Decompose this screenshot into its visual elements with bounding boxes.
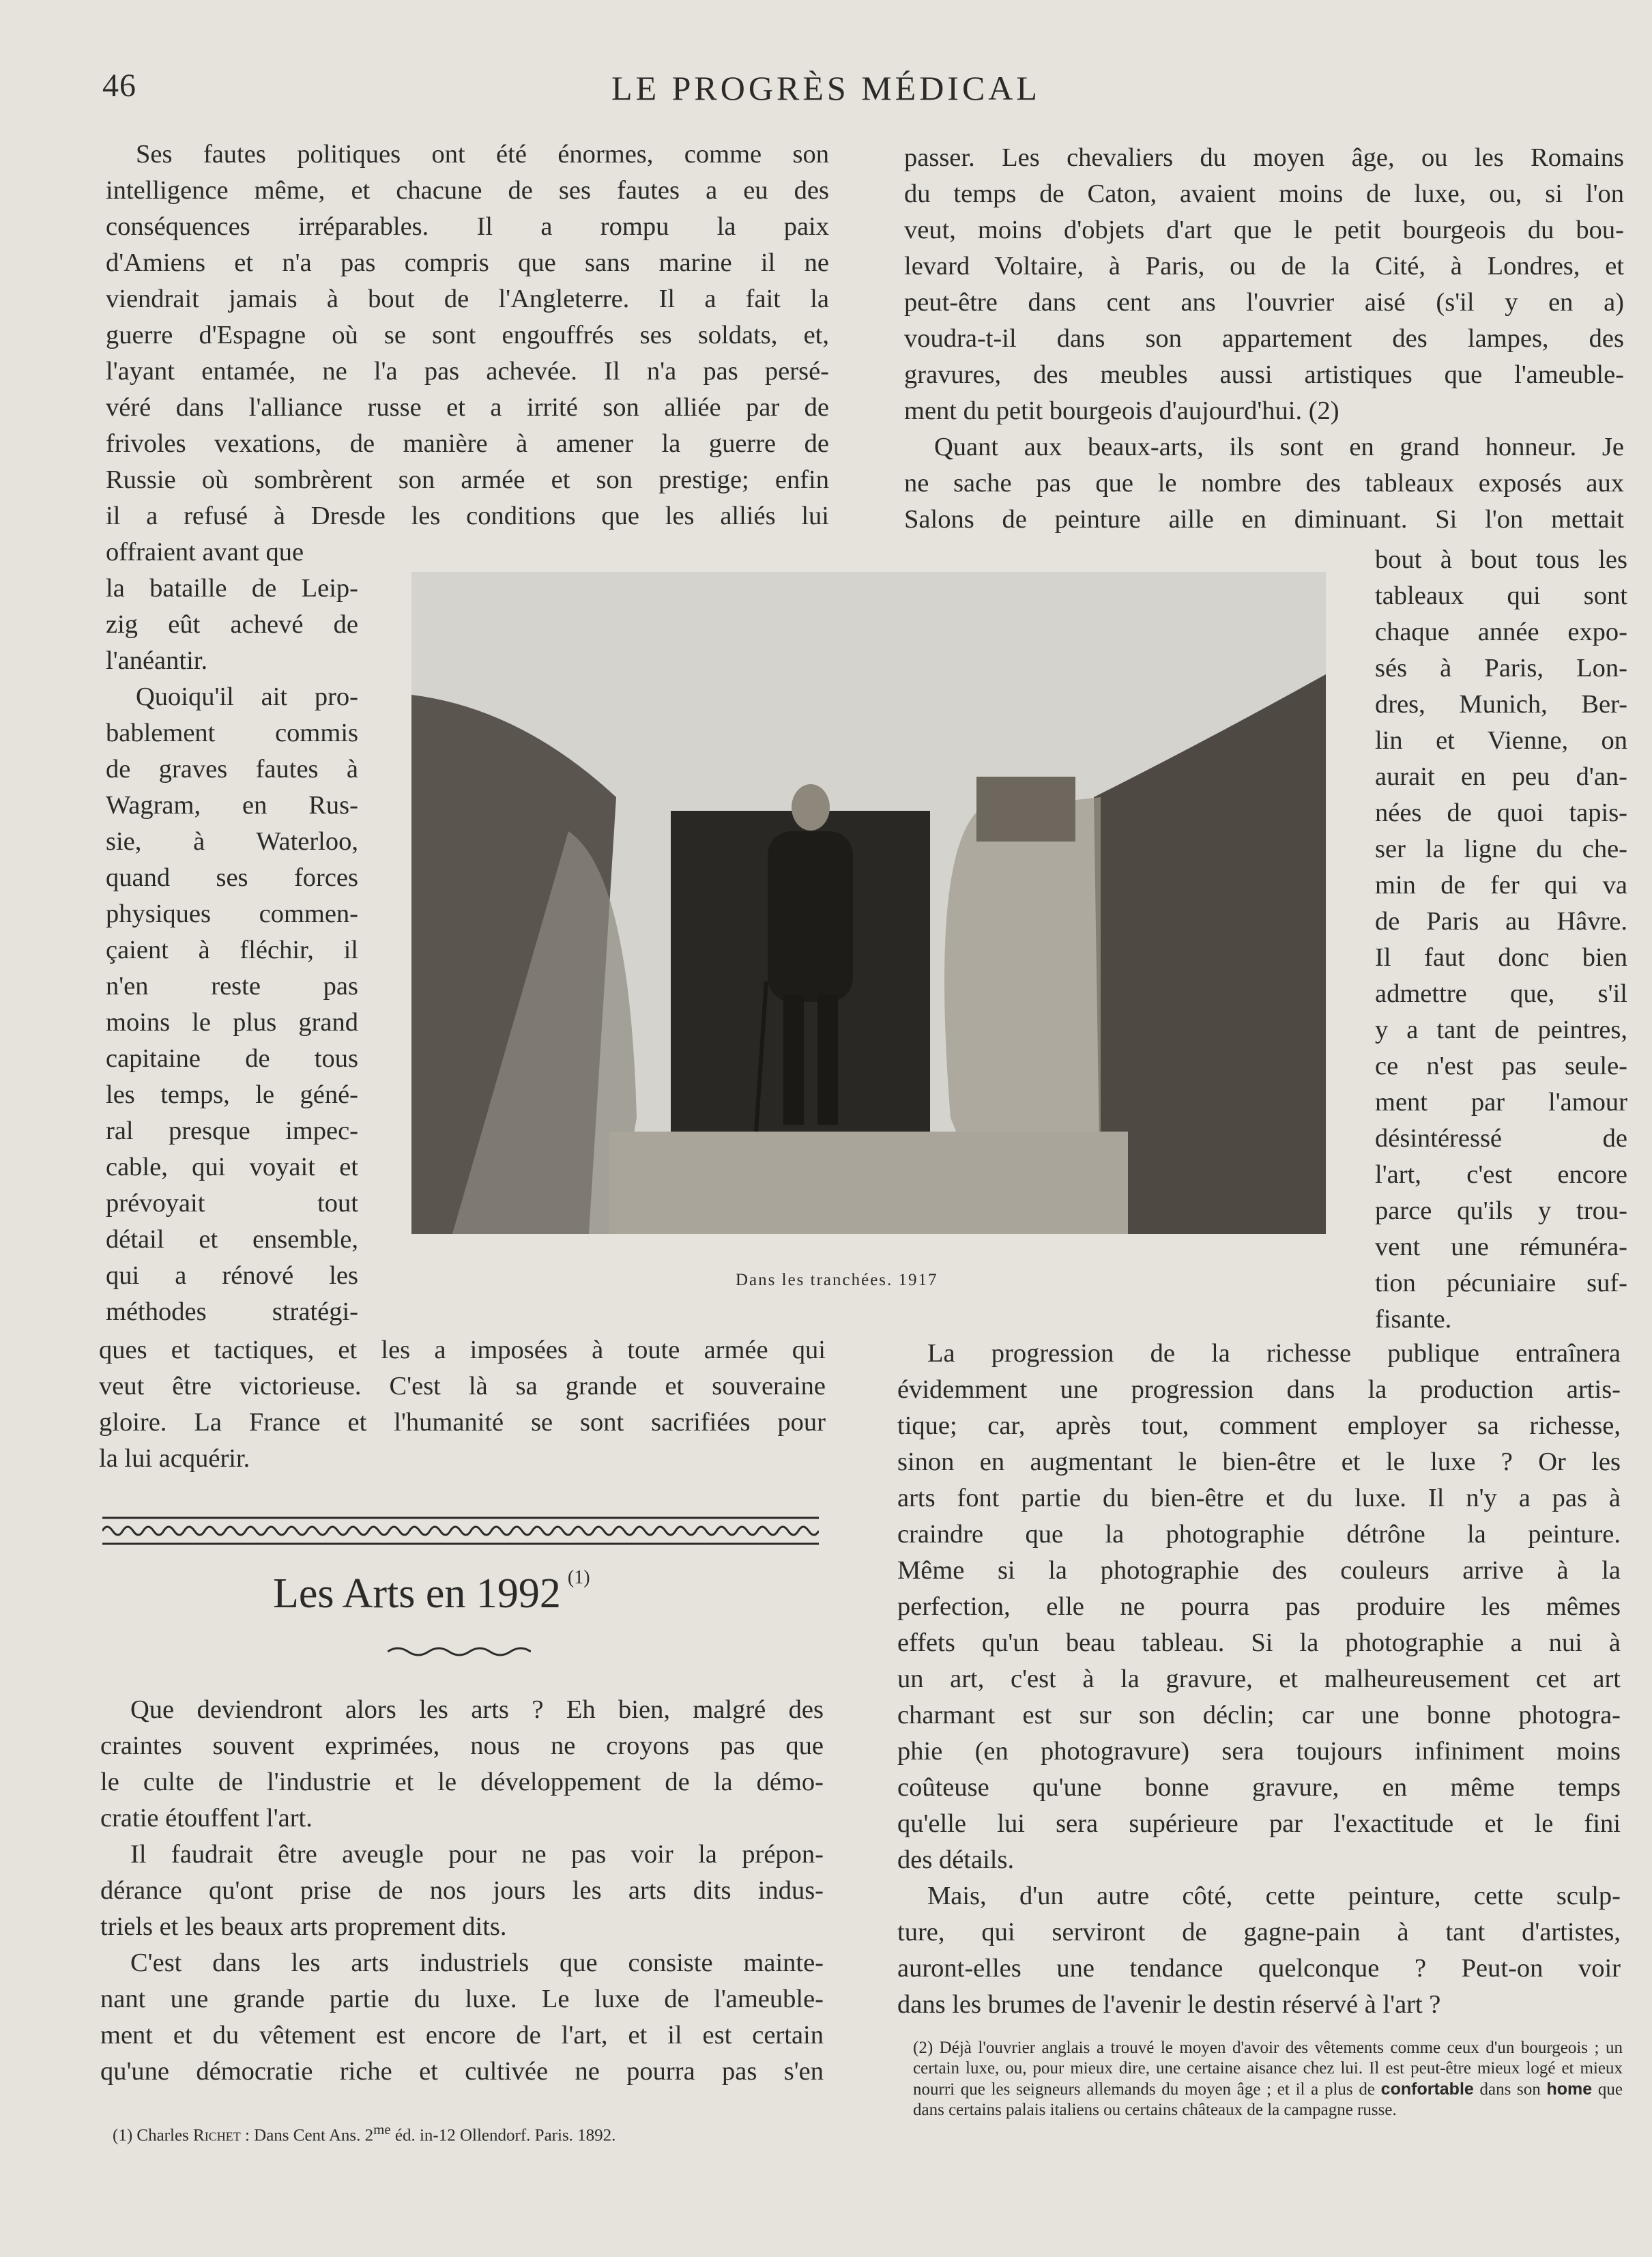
text-line: qu'elle lui sera supérieure par l'exactitude et le fini bbox=[897, 1809, 1621, 1838]
text-line: un art, c'est à la gravure, et malheureusement cet art bbox=[897, 1665, 1621, 1693]
text-line: de graves fautes à bbox=[106, 755, 358, 784]
text-line: parce qu'ils y trou- bbox=[1375, 1196, 1627, 1225]
text-line: perfection, elle ne pourra pas produire les mêmes bbox=[897, 1592, 1621, 1621]
text-line: offraient avant que bbox=[106, 538, 304, 566]
text-line: physiques commen- bbox=[106, 900, 358, 928]
article-title-text: Les Arts en 1992 bbox=[273, 1570, 561, 1617]
text-line: charmant est sur son déclin; car une bonne photogra- bbox=[897, 1701, 1621, 1729]
left-column-wrap bbox=[106, 534, 358, 1330]
text-line: Mais, d'un autre côté, cette peinture, cette sculp- bbox=[927, 1882, 1621, 1910]
text-line: Wagram, en Rus- bbox=[106, 791, 358, 820]
text-line: passer. Les chevaliers du moyen âge, ou les Romains bbox=[904, 143, 1624, 172]
text-line: veut être victorieuse. C'est là sa grande et souveraine bbox=[99, 1372, 826, 1400]
text-line: phie (en photogravure) sera toujours infiniment moins bbox=[897, 1737, 1621, 1766]
text-line: l'anéantir. bbox=[106, 646, 208, 675]
text-line: Ses fautes politiques ont été énormes, comme son bbox=[136, 140, 829, 169]
article-title bbox=[273, 1567, 590, 1618]
text-line: auront-elles une tendance quelconque ? Peut-on voir bbox=[897, 1954, 1621, 1983]
left-column-top bbox=[106, 136, 829, 534]
text-line: gravures, des meubles aussi artistiques que l'ameuble- bbox=[904, 360, 1624, 389]
text-line: sés à Paris, Lon- bbox=[1375, 654, 1627, 682]
text-line: lin et Vienne, on bbox=[1375, 726, 1627, 755]
trench-illustration bbox=[411, 572, 1326, 1234]
text-line: peut-être dans cent ans l'ouvrier aisé (s'il y en a) bbox=[904, 288, 1624, 317]
text-line: l'art, c'est encore bbox=[1375, 1160, 1627, 1189]
text-line: Quoiqu'il ait pro- bbox=[136, 682, 358, 711]
text-line: tique; car, après tout, comment employer sa richesse, bbox=[897, 1411, 1621, 1440]
text-line: quand ses forces bbox=[106, 863, 358, 892]
text-line: moins le plus grand bbox=[106, 1008, 358, 1037]
text-line: Que deviendront alors les arts ? Eh bien, malgré des bbox=[130, 1695, 824, 1724]
text-line: prévoyait tout bbox=[106, 1189, 358, 1218]
text-line: bablement commis bbox=[106, 719, 358, 747]
text-line: désintéressé de bbox=[1375, 1124, 1627, 1153]
text-line: tableaux qui sont bbox=[1375, 581, 1627, 610]
text-line: véré dans l'alliance russe et a irrité son alliée par de bbox=[106, 393, 829, 422]
text-line: guerre d'Espagne où se sont engouffrés ses soldats, et, bbox=[106, 321, 829, 349]
text-line: le culte de l'industrie et le développement de la démo- bbox=[100, 1768, 824, 1796]
photo-caption: Dans les tranchées. 1917 bbox=[736, 1271, 938, 1289]
text-line: détail et ensemble, bbox=[106, 1225, 358, 1254]
text-line: viendrait jamais à bout de l'Angleterre. Il a fait la bbox=[106, 285, 829, 313]
text-line: triels et les beaux arts proprement dits. bbox=[100, 1912, 507, 1941]
text-line: ral presque impec- bbox=[106, 1117, 358, 1145]
right-column-bottom bbox=[897, 1336, 1621, 2023]
text-line: levard Voltaire, à Paris, ou de la Cité, à Londres, et bbox=[904, 252, 1624, 281]
text-line: qu'une démocratie riche et cultivée ne pourra pas s'en bbox=[100, 2057, 824, 2086]
text-line: voudra-t-il dans son appartement des lampes, des bbox=[904, 324, 1624, 353]
text-line: y a tant de peintres, bbox=[1375, 1016, 1627, 1044]
text-line: Il faut donc bien bbox=[1375, 943, 1627, 972]
text-line: ment par l'amour bbox=[1375, 1088, 1627, 1117]
text-line: qui a rénové les bbox=[106, 1261, 358, 1290]
article-body bbox=[100, 1692, 824, 2090]
text-line: il a refusé à Dresde les conditions que les alliés lui bbox=[106, 502, 829, 530]
journal-title: LE PROGRÈS MÉDICAL bbox=[611, 69, 1041, 107]
text-line: dérance qu'ont prise de nos jours les arts dits indus- bbox=[100, 1876, 824, 1905]
text-line: cable, qui voyait et bbox=[106, 1153, 358, 1181]
text-line: dres, Munich, Ber- bbox=[1375, 690, 1627, 719]
text-line: arts font partie du bien-être et du luxe. Il n'y a pas à bbox=[897, 1484, 1621, 1512]
text-line: du temps de Caton, avaient moins de luxe, ou, si l'on bbox=[904, 179, 1624, 208]
ornamental-rule bbox=[102, 1515, 819, 1547]
text-line: craintes souvent exprimées, nous ne croyons pas que bbox=[100, 1731, 824, 1760]
text-line: veut, moins d'objets d'art que le petit bourgeois du bou- bbox=[904, 216, 1624, 244]
text-line: C'est dans les arts industriels que consiste mainte- bbox=[130, 1949, 824, 1977]
text-line: intelligence même, et chacune de ses fautes a eu des bbox=[106, 176, 829, 205]
text-line: la bataille de Leip- bbox=[106, 574, 358, 603]
text-line: les temps, le géné- bbox=[106, 1080, 358, 1109]
text-line: des détails. bbox=[897, 1845, 1015, 1874]
text-line: fisante. bbox=[1375, 1305, 1452, 1334]
text-line: ment du petit bourgeois d'aujourd'hui. (2) bbox=[904, 397, 1339, 425]
page-number: 46 bbox=[102, 68, 136, 104]
text-line: bout à bout tous les bbox=[1375, 545, 1627, 574]
footnote-1: (1) Charles Richet : Dans Cent Ans. $2^{me}$ éd. in-12 Ollendorf. Paris. 1892. bbox=[113, 2121, 616, 2145]
text-line: évidemment une progression dans la production artis- bbox=[897, 1375, 1621, 1404]
text-line: zig eût achevé de bbox=[106, 610, 358, 639]
text-line: Quant aux beaux-arts, ils sont en grand honneur. Je bbox=[934, 433, 1624, 461]
text-line: Il faudrait être aveugle pour ne pas voir la prépon- bbox=[130, 1840, 824, 1869]
left-column-bottom bbox=[99, 1332, 826, 1477]
text-line: vent une rémunéra- bbox=[1375, 1233, 1627, 1261]
text-line: sie, à Waterloo, bbox=[106, 827, 358, 856]
text-line: tion pécuniaire suf- bbox=[1375, 1269, 1627, 1297]
title-swash bbox=[388, 1643, 531, 1660]
text-line: méthodes stratégi- bbox=[106, 1297, 358, 1326]
text-line: coûteuse qu'une bonne gravure, en même temps bbox=[897, 1773, 1621, 1802]
text-line: effets qu'un beau tableau. Si la photographie a nui à bbox=[897, 1628, 1621, 1657]
text-line: dans les brumes de l'avenir le destin réservé à l'art ? bbox=[897, 1990, 1441, 2019]
text-line: Russie où sombrèrent son armée et son prestige; enfin bbox=[106, 465, 829, 494]
text-line: gloire. La France et l'humanité se sont sacrifiées pour bbox=[99, 1408, 826, 1437]
text-line: ce n'est pas seule- bbox=[1375, 1052, 1627, 1080]
text-line: Même si la photographie des couleurs arrive à la bbox=[897, 1556, 1621, 1585]
text-line: ser la ligne du che- bbox=[1375, 835, 1627, 863]
text-line: La progression de la richesse publique entraînera bbox=[927, 1339, 1621, 1368]
text-line: nant une grande partie du luxe. Le luxe de l'ameuble- bbox=[100, 1985, 824, 2013]
text-line: ne sache pas que le nombre des tableaux exposés aux bbox=[904, 469, 1624, 498]
text-line: chaque année expo- bbox=[1375, 618, 1627, 646]
text-line: n'en reste pas bbox=[106, 972, 358, 1001]
text-line: sinon en augmentant le bien-être et le luxe ? Or les bbox=[897, 1448, 1621, 1476]
text-line: Salons de peinture aille en diminuant. Si l'on mettait bbox=[904, 505, 1624, 534]
text-line: admettre que, s'il bbox=[1375, 979, 1627, 1008]
text-line: ment et du vêtement est encore de l'art, et il est certain bbox=[100, 2021, 824, 2050]
text-line: çaient à fléchir, il bbox=[106, 936, 358, 964]
text-line: la lui acquérir. bbox=[99, 1444, 250, 1473]
text-line: conséquences irréparables. Il a rompu la paix bbox=[106, 212, 829, 241]
text-line: nées de quoi tapis- bbox=[1375, 799, 1627, 827]
text-line: l'ayant entamée, ne l'a pas achevée. Il n'a pas persé- bbox=[106, 357, 829, 386]
footnote-2: (2) Déjà l'ouvrier anglais a trouvé le moyen d'avoir des vêtements comme ceux d'un bourgeois ; un certain luxe, ou, pour mieux dire, une certaine aisance chez lui. Il est peut-être mieux logé et mieux nourri que les seigneurs allemands du moyen âge ; et il a plus de confortable dans son home que dans certains palais italiens ou certains châteaux de la campagne russe. bbox=[913, 2039, 1623, 2119]
text-line: frivoles vexations, de manière à amener la guerre de bbox=[106, 429, 829, 458]
title-footnote-marker: (1) bbox=[567, 1567, 590, 1588]
text-line: ques et tactiques, et les a imposées à toute armée qui bbox=[99, 1336, 826, 1364]
text-line: min de fer qui va bbox=[1375, 871, 1627, 900]
trench-photograph bbox=[411, 572, 1326, 1234]
right-column-top bbox=[904, 140, 1624, 538]
text-line: aurait en peu d'an- bbox=[1375, 762, 1627, 791]
text-line: de Paris au Hâvre. bbox=[1375, 907, 1627, 936]
text-line: d'Amiens et n'a pas compris que sans marine il ne bbox=[106, 248, 829, 277]
right-column-wrap bbox=[1375, 542, 1627, 1338]
text-line: ture, qui serviront de gagne-pain à tant d'artistes, bbox=[897, 1918, 1621, 1946]
text-line: cratie étouffent l'art. bbox=[100, 1804, 313, 1832]
text-line: capitaine de tous bbox=[106, 1044, 358, 1073]
text-line: craindre que la photographie détrône la peinture. bbox=[897, 1520, 1621, 1549]
